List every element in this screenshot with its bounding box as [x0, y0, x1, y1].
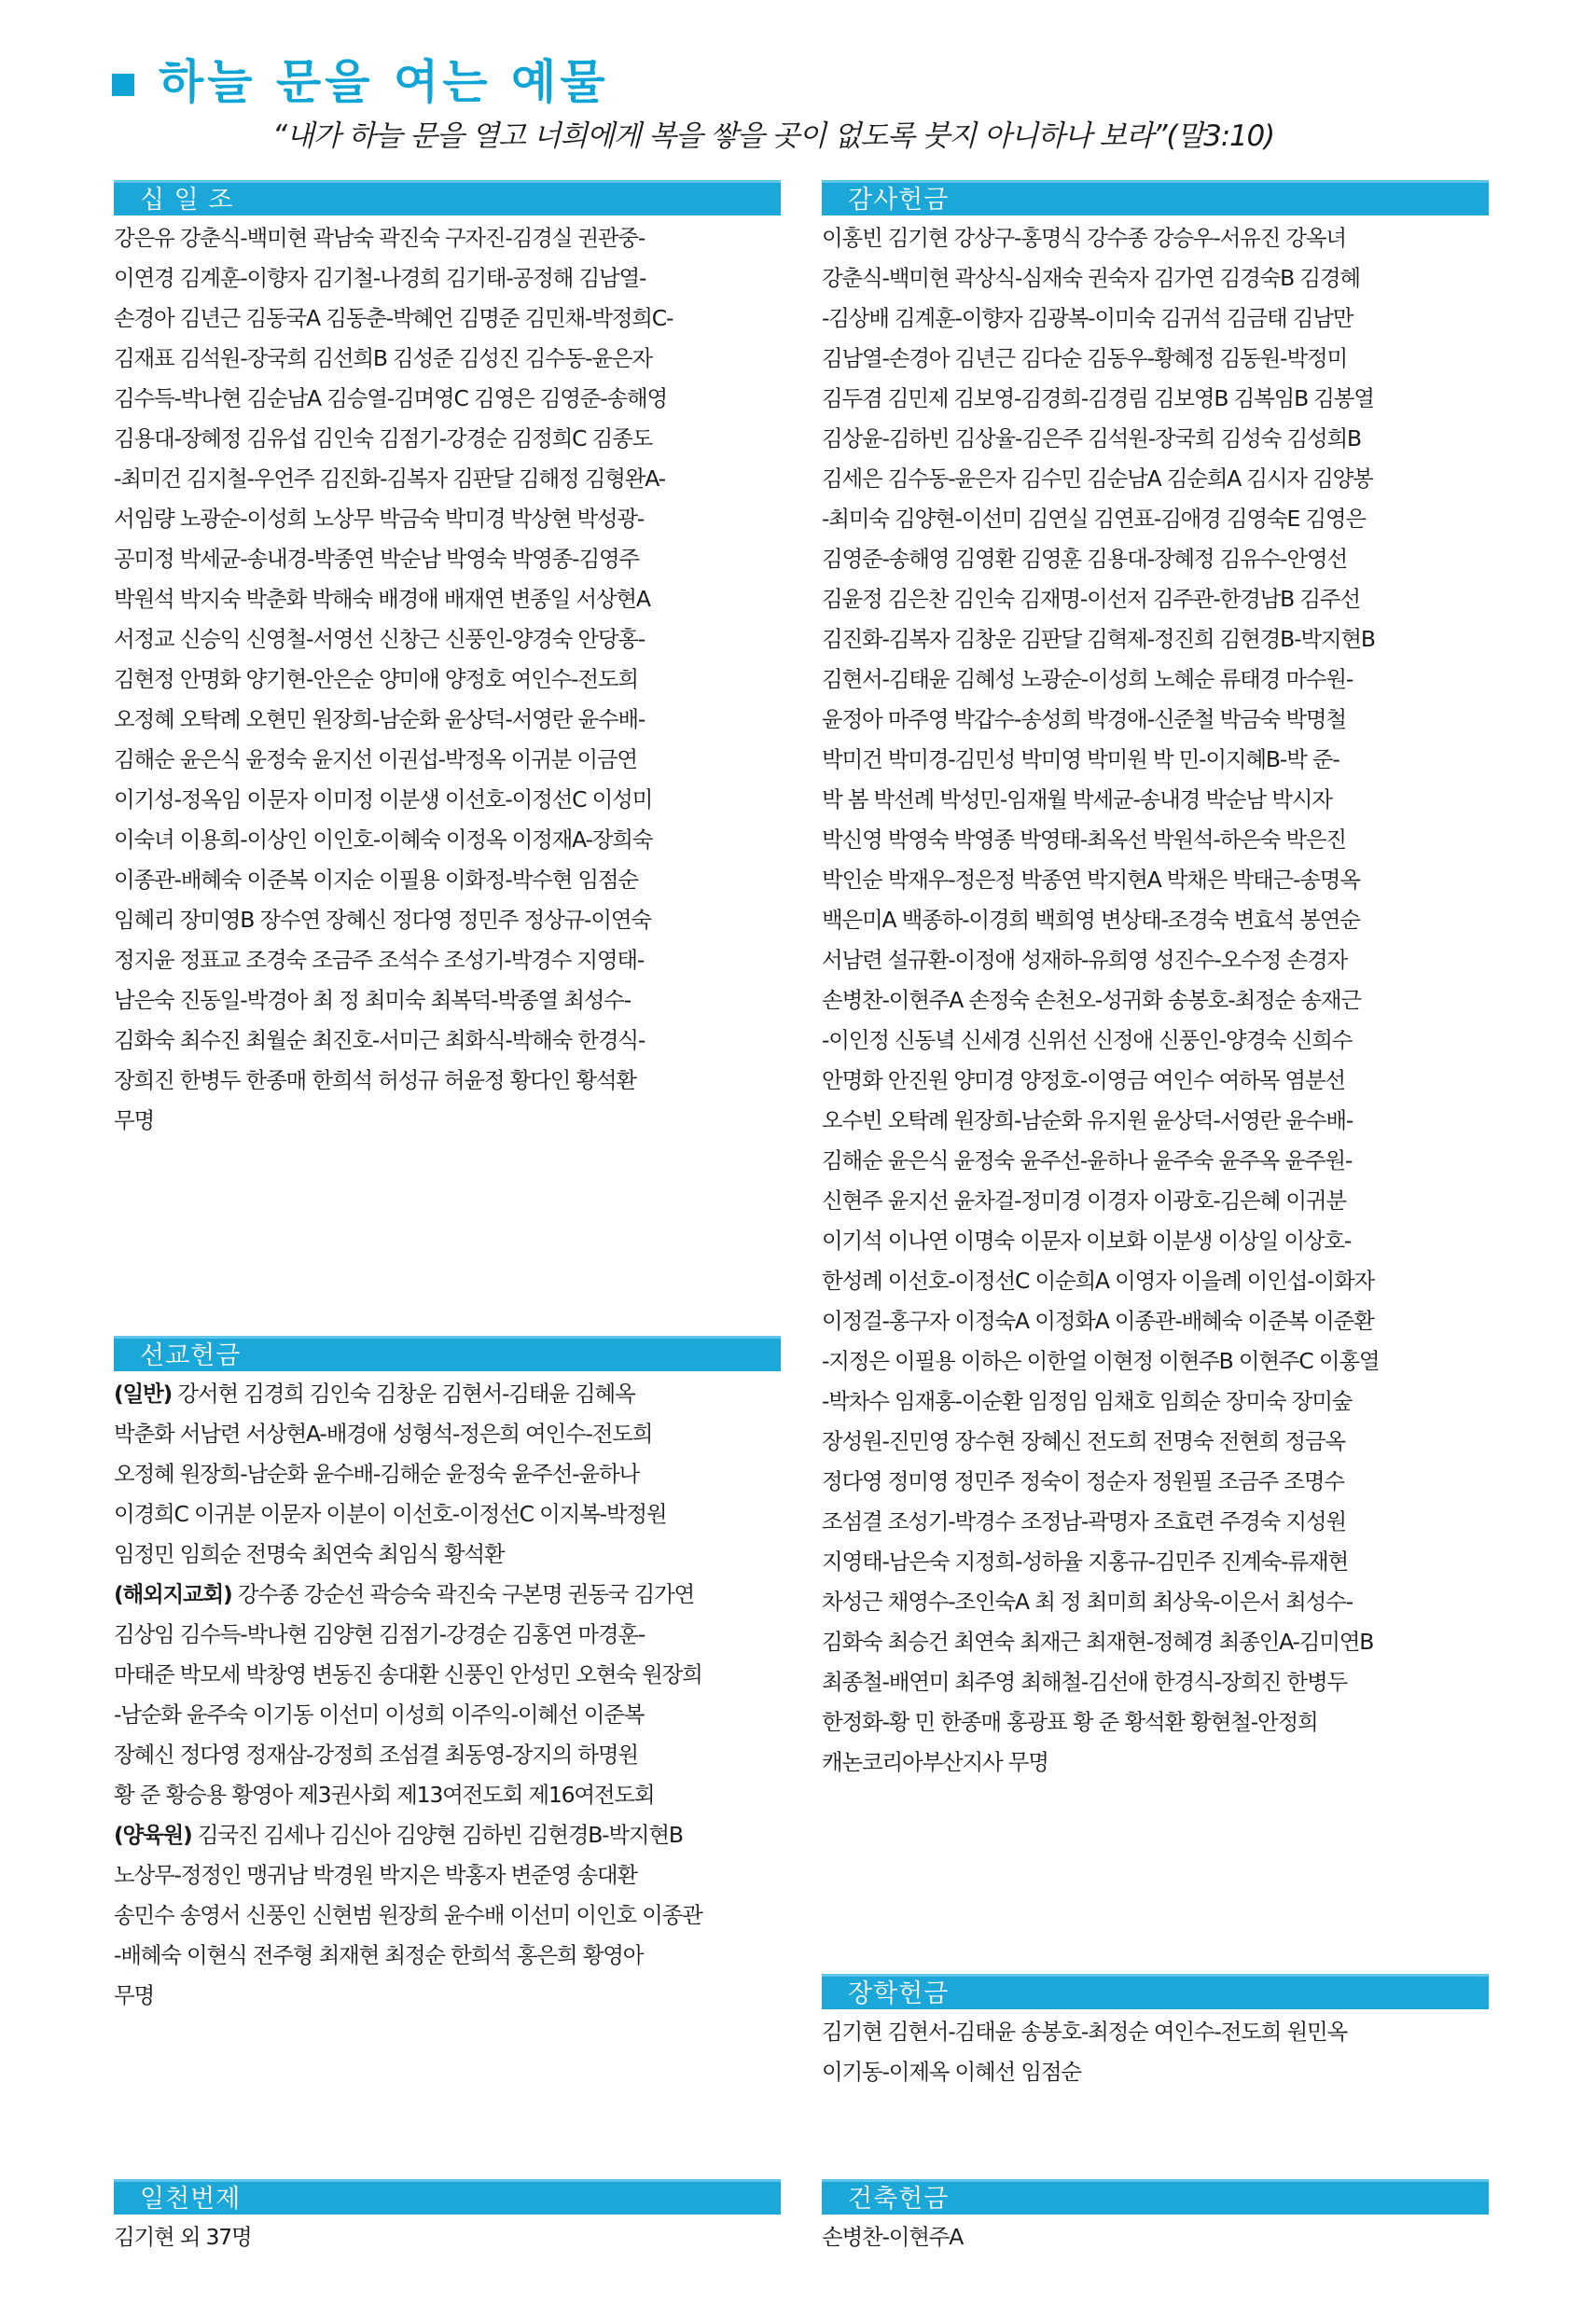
scholarship-line: 김기현 김현서-김태윤 송봉호-최정순 여인수-전도희 원민옥: [822, 2019, 1347, 2045]
tithe-line: 김현정 안명화 양기현-안은순 양미애 양정호 여인수-전도희: [114, 666, 638, 692]
building-line: 손병찬-이현주A: [822, 2224, 964, 2250]
tithe-line: 오정혜 오탁례 오현민 원장희-남순화 윤상덕-서영란 윤수배-: [114, 706, 645, 732]
thanks-line: 김진화-김복자 김창운 김판달 김혁제-정진희 김현경B-박지현B: [822, 626, 1375, 652]
tithe-heading: 십 일 조: [114, 180, 781, 215]
thanks-line: 윤정아 마주영 박갑수-송성희 박경애-신준철 박금숙 박명철: [822, 706, 1346, 732]
tithe-line: 장희진 한병두 한종매 한희석 허성규 허윤정 황다인 황석환: [114, 1067, 636, 1093]
mission-general-tag: (일반): [114, 1381, 173, 1407]
thousand-list: [114, 2217, 781, 2257]
scholarship-heading: 장학헌금: [822, 1974, 1489, 2009]
tithe-line: 공미정 박세균-송내경-박종연 박순남 박영숙 박영종-김영주: [114, 546, 639, 572]
thanks-line: 박인순 박재우-정은정 박종연 박지현A 박채은 박태근-송명옥: [822, 867, 1360, 893]
thanks-line: 김남열-손경아 김년근 김다순 김동우-황혜정 김동원-박정미: [822, 345, 1347, 371]
tithe-line: 서정교 신승익 신영철-서영선 신창근 신풍인-양경숙 안당홍-: [114, 626, 645, 652]
mission-general-line: [114, 1374, 781, 1414]
tithe-line: 이기성-정옥임 이문자 이미정 이분생 이선호-이정선C 이성미: [114, 786, 653, 812]
mission-orphanage-names: 김국진 김세나 김신아 김양현 김하빈 김현경B-박지현B: [191, 1822, 683, 1848]
thanks-line: 김두겸 김민제 김보영-김경희-김경림 김보영B 김복임B 김봉열: [822, 385, 1374, 411]
thanks-line: 김상윤-김하빈 김상율-김은주 김석원-장국희 김성숙 김성희B: [822, 425, 1361, 451]
tithe-line: 남은숙 진동일-박경아 최 정 최미숙 최복덕-박종열 최성수-: [114, 987, 631, 1013]
thanks-line: 이홍빈 김기현 강상구-홍명식 강수종 강승우-서유진 강옥녀: [822, 225, 1346, 251]
title-square-icon: [112, 74, 134, 96]
tithe-line: 강은유 강춘식-백미현 곽남숙 곽진숙 구자진-김경실 권관중-: [114, 225, 645, 251]
mission-overseas-line: 장혜신 정다영 정재삼-강정희 조섬결 최동영-장지의 하명원: [114, 1742, 638, 1768]
scholarship-line: 이기동-이제옥 이혜선 임점순: [822, 2059, 1081, 2085]
mission-section: [114, 1336, 781, 2016]
thanks-line: 박 봄 박선례 박성민-임재월 박세균-송내경 박순남 박시자: [822, 786, 1332, 812]
thanks-line: 박신영 박영숙 박영종 박영태-최옥선 박원석-하은숙 박은진: [822, 826, 1346, 853]
page-title: 하늘 문을 여는 예물: [159, 55, 609, 109]
mission-general-line: 이경희C 이귀분 이문자 이분이 이선호-이정선C 이지복-박정원: [114, 1501, 667, 1527]
thanks-line: 백은미A 백종하-이경희 백희영 변상태-조경숙 변효석 봉연순: [822, 907, 1360, 933]
tithe-line: -최미건 김지철-우언주 김진화-김복자 김판달 김해정 김형완A-: [114, 465, 665, 492]
mission-orphanage-line: 무명: [114, 1982, 155, 2008]
thanks-line: -김상배 김계훈-이향자 김광복-이미숙 김귀석 김금태 김남만: [822, 305, 1353, 331]
mission-orphanage-tag: (양육원): [114, 1822, 192, 1848]
thanks-line: 김해순 윤은식 윤정숙 윤주선-윤하나 윤주숙 윤주옥 윤주원-: [822, 1147, 1353, 1173]
thanks-line: 김세은 김수동-윤은자 김수민 김순남A 김순희A 김시자 김양봉: [822, 465, 1373, 492]
mission-orphanage-line: -배혜숙 이현식 전주형 최재현 최정순 한희석 홍은희 황영아: [114, 1942, 644, 1968]
mission-orphanage-line: [114, 1815, 781, 1855]
tithe-line: 이숙녀 이용희-이상인 이인호-이혜숙 이정옥 이정재A-장희숙: [114, 826, 653, 853]
mission-overseas-names: 강수종 강순선 곽승숙 곽진숙 구본명 권동국 김가연: [231, 1581, 695, 1607]
thanks-line: 최종철-배연미 최주영 최해철-김선애 한경식-장희진 한병두: [822, 1669, 1347, 1695]
mission-general-line: 박춘화 서남련 서상현A-배경애 성형석-정은희 여인수-전도희: [114, 1421, 653, 1447]
thanks-heading: 감사헌금: [822, 180, 1489, 215]
tithe-line: 김재표 김석원-장국희 김선희B 김성준 김성진 김수동-윤은자: [114, 345, 652, 371]
tithe-line: 임혜리 장미영B 장수연 장혜신 정다영 정민주 정상규-이연숙: [114, 907, 651, 933]
mission-overseas-line: [114, 1575, 781, 1615]
title-row: [112, 54, 609, 110]
mission-orphanage-line: 송민수 송영서 신풍인 신현범 원장희 윤수배 이선미 이인호 이종관: [114, 1902, 702, 1928]
thanks-line: -최미숙 김양현-이선미 김연실 김연표-김애경 김영숙E 김영은: [822, 506, 1366, 532]
thanks-line: 차성근 채영수-조인숙A 최 정 최미희 최상욱-이은서 최성수-: [822, 1589, 1353, 1615]
thanks-line: 김윤정 김은찬 김인숙 김재명-이선저 김주관-한경남B 김주선: [822, 586, 1360, 612]
thanks-line: 조섬결 조성기-박경수 조정남-곽명자 조효련 주경숙 지성원: [822, 1508, 1346, 1534]
mission-overseas-line: 황 준 황승용 황영아 제3권사회 제13여전도회 제16여전도회: [114, 1782, 655, 1808]
thanks-line: -박차수 임재홍-이순환 임정임 임채호 임희순 장미숙 장미숲: [822, 1388, 1353, 1414]
mission-general-line: 임정민 임희순 전명숙 최연숙 최임식 황석환: [114, 1541, 505, 1567]
mission-overseas-tag: (해외지교회): [114, 1581, 232, 1607]
scholarship-section: [822, 1974, 1489, 2092]
tithe-line: 박원석 박지숙 박춘화 박해숙 배경애 배재연 변종일 서상현A: [114, 586, 650, 612]
thanks-line: 캐논코리아부산지사 무명: [822, 1749, 1048, 1775]
mission-general-names: 강서현 김경희 김인숙 김창운 김현서-김태윤 김혜옥: [172, 1381, 635, 1407]
mission-heading: 선교헌금: [114, 1336, 781, 1371]
mission-overseas-line: 김상임 김수득-박나현 김양현 김점기-강경순 김홍연 마경훈-: [114, 1621, 645, 1647]
thanks-line: 서남련 설규환-이정애 성재하-유희영 성진수-오수정 손경자: [822, 947, 1347, 973]
thanks-line: -이인정 신동녘 신세경 신위선 신정애 신풍인-양경숙 신희수: [822, 1027, 1353, 1053]
tithe-line: 이종관-배혜숙 이준복 이지순 이필용 이화정-박수현 임점순: [114, 867, 638, 893]
thanks-line: 김화숙 최승건 최연숙 최재근 최재현-정혜경 최종인A-김미연B: [822, 1629, 1374, 1655]
tithe-line: 정지윤 정표교 조경숙 조금주 조석수 조성기-박경수 지영태-: [114, 947, 645, 973]
bible-verse: “내가 하늘 문을 열고 너희에게 복을 쌓을 곳이 없도록 붓지 아니하나 보라”(말3:10): [272, 119, 1274, 153]
thanks-line: 오수빈 오탁례 원장희-남순화 유지원 윤상덕-서영란 윤수배-: [822, 1107, 1353, 1133]
mission-overseas-line: 마태준 박모세 박창영 변동진 송대환 신풍인 안성민 오현숙 원장희: [114, 1661, 702, 1687]
thanks-line: 한정화-황 민 한종매 홍광표 황 준 황석환 황현철-안정희: [822, 1709, 1318, 1735]
thousand-section: [114, 2179, 781, 2257]
thanks-section: [822, 180, 1489, 1783]
thanks-line: 지영태-남은숙 지정희-성하율 지홍규-김민주 진계숙-류재현: [822, 1548, 1348, 1575]
tithe-line: 무명: [114, 1107, 155, 1133]
page-header: [112, 54, 609, 110]
tithe-line: 김해순 윤은식 윤정숙 윤지선 이권섭-박정옥 이귀분 이금연: [114, 746, 637, 772]
thousand-heading: 일천번제: [114, 2179, 781, 2215]
thanks-line: 손병찬-이현주A 손정숙 손천오-성귀화 송봉호-최정순 송재근: [822, 987, 1361, 1013]
thanks-line: 정다영 정미영 정민주 정숙이 정순자 정원필 조금주 조명수: [822, 1468, 1344, 1494]
thanks-line: -지정은 이필용 이하은 이한얼 이현정 이현주B 이현주C 이홍열: [822, 1348, 1380, 1374]
tithe-line: 이연경 김계훈-이향자 김기철-나경희 김기태-공정해 김남열-: [114, 265, 646, 291]
tithe-line: 손경아 김년근 김동국A 김동춘-박혜언 김명준 김민채-박정희C-: [114, 305, 673, 331]
thousand-line: 김기현 외 37명: [114, 2224, 252, 2250]
thanks-line: 강춘식-백미현 곽상식-심재숙 권숙자 김가연 김경숙B 김경혜: [822, 265, 1360, 291]
tithe-section: [114, 180, 781, 1141]
building-list: [822, 2217, 1489, 2257]
tithe-line: 김화숙 최수진 최월순 최진호-서미근 최화식-박해숙 한경식-: [114, 1027, 645, 1053]
tithe-line: 김용대-장혜정 김유섭 김인숙 김점기-강경순 김정희C 김종도: [114, 425, 653, 451]
tithe-list: [114, 218, 781, 1141]
tithe-line: 김수득-박나현 김순남A 김승열-김며영C 김영은 김영준-송해영: [114, 385, 668, 411]
thanks-line: 신현주 윤지선 윤차걸-정미경 이경자 이광호-김은혜 이귀분: [822, 1187, 1346, 1214]
thanks-line: 김현서-김태윤 김혜성 노광순-이성희 노혜순 류태경 마수원-: [822, 666, 1353, 692]
mission-overseas-line: -남순화 윤주숙 이기동 이선미 이성희 이주익-이혜선 이준복: [114, 1701, 645, 1728]
building-heading: 건축헌금: [822, 2179, 1489, 2215]
thanks-line: 안명화 안진원 양미경 양정호-이영금 여인수 여하목 염분선: [822, 1067, 1345, 1093]
thanks-line: 김영준-송해영 김영환 김영훈 김용대-장혜정 김유수-안영선: [822, 546, 1347, 572]
tithe-line: 서임량 노광순-이성희 노상무 박금숙 박미경 박상현 박성광-: [114, 506, 645, 532]
thanks-line: 한성례 이선호-이정선C 이순희A 이영자 이을례 이인섭-이화자: [822, 1268, 1375, 1294]
building-section: [822, 2179, 1489, 2257]
scholarship-list: [822, 2012, 1489, 2092]
mission-list: [114, 1374, 781, 2016]
thanks-line: 이기석 이나연 이명숙 이문자 이보화 이분생 이상일 이상호-: [822, 1228, 1352, 1254]
thanks-line: 박미건 박미경-김민성 박미영 박미원 박 민-이지혜B-박 준-: [822, 746, 1339, 772]
mission-general-line: 오정혜 원장희-남순화 윤수배-김해순 윤정숙 윤주선-윤하나: [114, 1461, 639, 1487]
thanks-list: [822, 218, 1489, 1783]
thanks-line: 장성원-진민영 장수현 장혜신 전도희 전명숙 전현희 정금옥: [822, 1428, 1345, 1454]
thanks-line: 이정걸-홍구자 이정숙A 이정화A 이종관-배혜숙 이준복 이준환: [822, 1308, 1374, 1334]
mission-orphanage-line: 노상무-정정인 맹귀남 박경원 박지은 박홍자 변준영 송대환: [114, 1862, 637, 1888]
